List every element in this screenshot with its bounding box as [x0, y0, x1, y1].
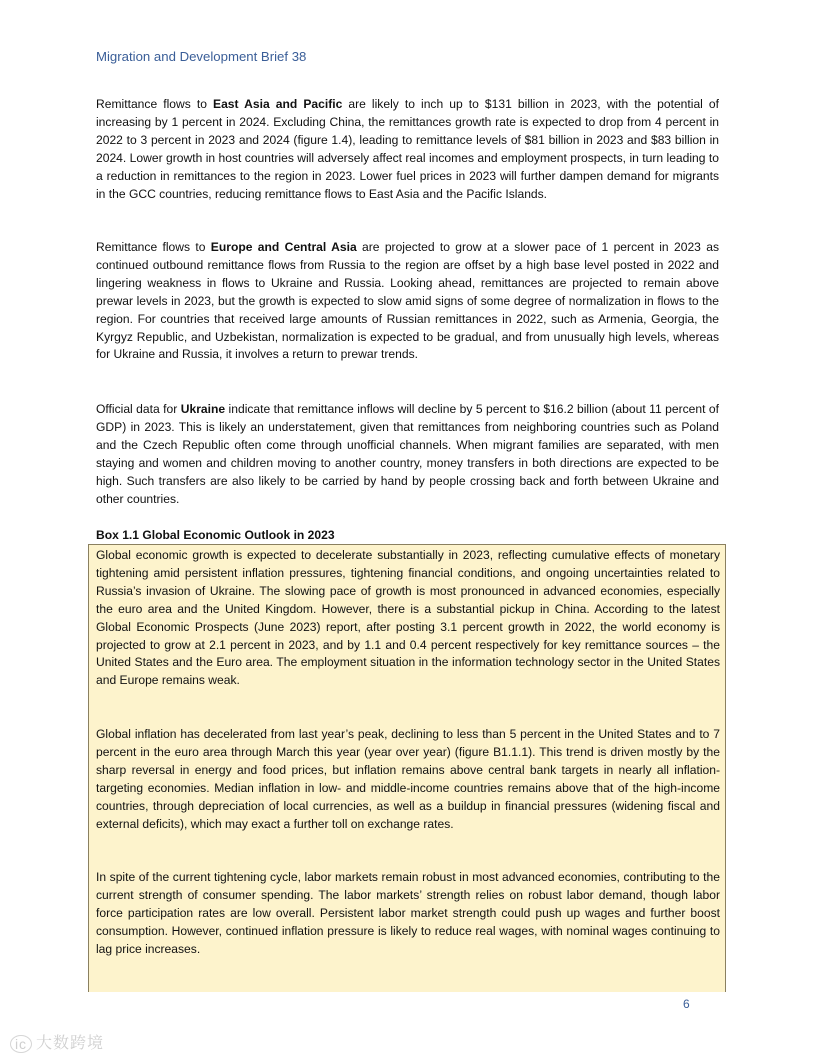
region-europe-central-asia: Europe and Central Asia	[210, 240, 357, 254]
paragraph-lead: Remittance flows to	[96, 97, 213, 111]
paragraph-lead: Official data for	[96, 402, 181, 416]
watermark-logo-icon: ic	[10, 1035, 32, 1053]
document-header: Migration and Development Brief 38	[96, 49, 307, 64]
page-number: 6	[683, 997, 690, 1011]
paragraph-lead: Remittance flows to	[96, 240, 211, 254]
paragraph-body: are projected to grow at a slower pace of 1 percent in 2023 as continued outbound remittance flows from Russia to the region are offset by a high base level posted in 2022 and lingering weakness in flows to Ukraine and Russia. Looking ahead, remittances are projected to remain above prewar levels in 2023, but the growth is expected to slow amid signs of some degree of normalization in flows to the region. For countries that received large amounts of Russian remittances in 2022, such as Armenia, Georgia, the Kyrgyz Republic, and Uzbekistan, normalization is expected to be gradual, and from unusually high levels, whereas for Ukraine and Russia, it involves a return to prewar trends.	[96, 240, 719, 362]
paragraph-body: are likely to inch up to $131 billion in 2023, with the potential of increasing by 1 percent in 2024. Excluding China, the remittances growth rate is expected to drop from 4 percent in 2022 to 3 percent in 2023 and 2024 (figure 1.4), leading to remittance levels of $81 billion in 2023 and $83 billion in 2024. Lower growth in host countries will adversely affect real incomes and employment prospects, in turn leading to a reduction in remittances to the region in 2023. Lower fuel prices in 2023 will further dampen demand for migrants in the GCC countries, reducing remittance flows to East Asia and the Pacific Islands.	[96, 97, 720, 201]
region-east-asia-pacific: East Asia and Pacific	[213, 97, 343, 111]
paragraph-east-asia-pacific	[96, 96, 719, 203]
watermark-text: 大数跨境	[36, 1035, 105, 1052]
paragraph-ukraine	[96, 401, 719, 508]
country-ukraine: Ukraine	[180, 402, 226, 416]
box-paragraph-growth: Global economic growth is expected to decelerate substantially in 2023, reflecting cumulative effects of monetary tightening amid persistent inflation pressures, tightening financial conditions, and ongoing uncertainties related to Russia’s invasion of Ukraine. The slowing pace of growth is most pronounced in advanced economies, especially the euro area and the United Kingdom. However, there is a substantial pickup in China. According to the latest Global Economic Prospects (June 2023) report, after posting 3.1 percent growth in 2022, the world economy is projected to grow at 2.1 percent in 2023, and by 1.1 and 0.4 percent respectively for key remittance sources – the United States and the Euro area. The employment situation in the information technology sector in the United States and Europe remains weak.	[96, 548, 720, 688]
box-paragraph-labor-markets: In spite of the current tightening cycle, labor markets remain robust in most advanced economies, contributing to the current strength of consumer spending. The labor markets’ strength relies on robust labor demand, though labor force participation rates are low overall. Persistent labor market strength could push up wages and further boost consumption. However, continued inflation pressure is likely to reduce real wages, with nominal wages continuing to lag price increases.	[96, 870, 720, 956]
box-paragraph-inflation: Global inflation has decelerated from last year’s peak, declining to less than 5 percent in the United States and to 7 percent in the euro area through March this year (year over year) (figure B1.1.1). This trend is driven mostly by the sharp reversal in energy and food prices, but inflation remains above central bank targets in nearly all inflation-targeting economies. Median inflation in low- and middle-income countries remains above that of the high-income countries, through depreciation of local currencies, as well as a buildup in financial pressures (widening fiscal and external deficits), which may exact a further toll on exchange rates.	[96, 727, 720, 831]
watermark	[10, 1030, 104, 1053]
box-title: Box 1.1 Global Economic Outlook in 2023	[96, 528, 335, 542]
paragraph-body: indicate that remittance inflows will decline by 5 percent to $16.2 billion (about 11 percent of GDP) in 2023. This is likely an understatement, given that remittances from neighboring countries such as Poland and the Czech Republic often come through unofficial channels. When migrant families are separated, with men staying and women and children moving to another country, money transfers in both directions are expected to be high. Such transfers are also likely to be carried by hand by people crossing back and forth between Ukraine and other countries.	[96, 402, 719, 506]
paragraph-europe-central-asia	[96, 239, 719, 364]
box-global-economic-outlook	[88, 544, 726, 992]
